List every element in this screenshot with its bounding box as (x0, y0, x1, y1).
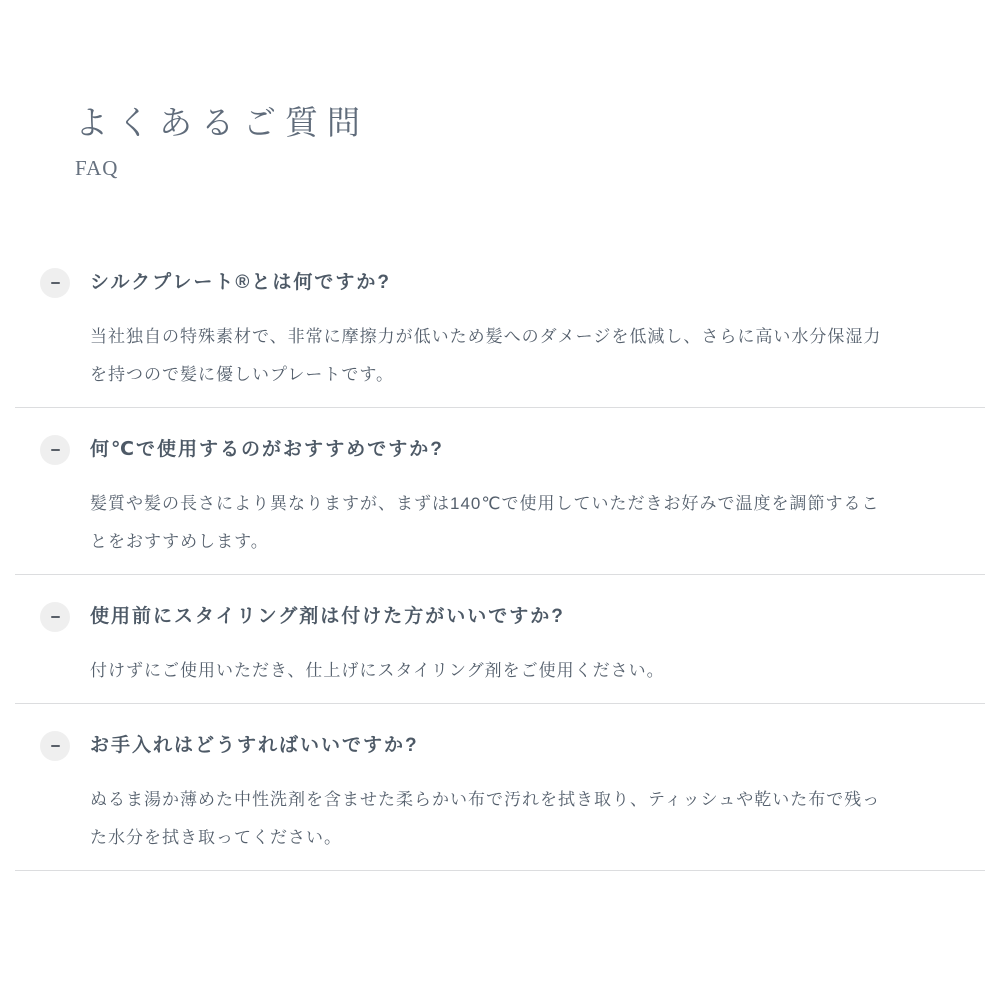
faq-question-text[interactable]: 使用前にスタイリング剤は付けた方がいいですか? (90, 606, 565, 627)
faq-question-row[interactable] (15, 268, 985, 298)
faq-item (15, 575, 985, 704)
faq-answer-text: ぬるま湯か薄めた中性洗剤を含ませた柔らかい布で汚れを拭き取り、ティッシュや乾いた布で残った水分を拭き取ってください。 (90, 790, 881, 847)
faq-item (15, 408, 985, 575)
minus-glyph (51, 745, 60, 747)
faq-answer-text: 当社独自の特殊素材で、非常に摩擦力が低いため髪へのダメージを低減し、さらに高い水分保湿力を持つので髪に優しいプレートです。 (90, 327, 882, 384)
faq-answer-text: 付けずにご使用いただき、仕上げにスタイリング剤をご使用ください。 (90, 661, 665, 680)
minus-glyph (51, 449, 60, 451)
minus-icon[interactable] (40, 268, 70, 298)
minus-icon[interactable] (40, 602, 70, 632)
page-title: よくあるご質問 (75, 106, 369, 142)
faq-question-row[interactable] (15, 731, 985, 761)
faq-item (15, 704, 985, 871)
faq-question-text[interactable]: 何℃で使用するのがおすすめですか? (90, 439, 444, 460)
faq-answer-text: 髪質や髪の長さにより異なりますが、まずは140℃で使用していただきお好みで温度を調節することをおすすめします。 (90, 494, 880, 551)
minus-glyph (51, 616, 60, 618)
faq-question-text[interactable]: お手入れはどうすればいいですか? (90, 735, 419, 756)
minus-glyph (51, 282, 60, 284)
minus-icon[interactable] (40, 731, 70, 761)
page-header (15, 0, 985, 180)
faq-item (15, 268, 985, 408)
faq-question-row[interactable] (15, 435, 985, 465)
faq-question-row[interactable] (15, 602, 985, 632)
faq-question-text[interactable]: シルクプレート®とは何ですか? (90, 272, 391, 293)
minus-icon[interactable] (40, 435, 70, 465)
faq-accordion (15, 268, 985, 871)
page-subtitle: FAQ (75, 156, 119, 180)
